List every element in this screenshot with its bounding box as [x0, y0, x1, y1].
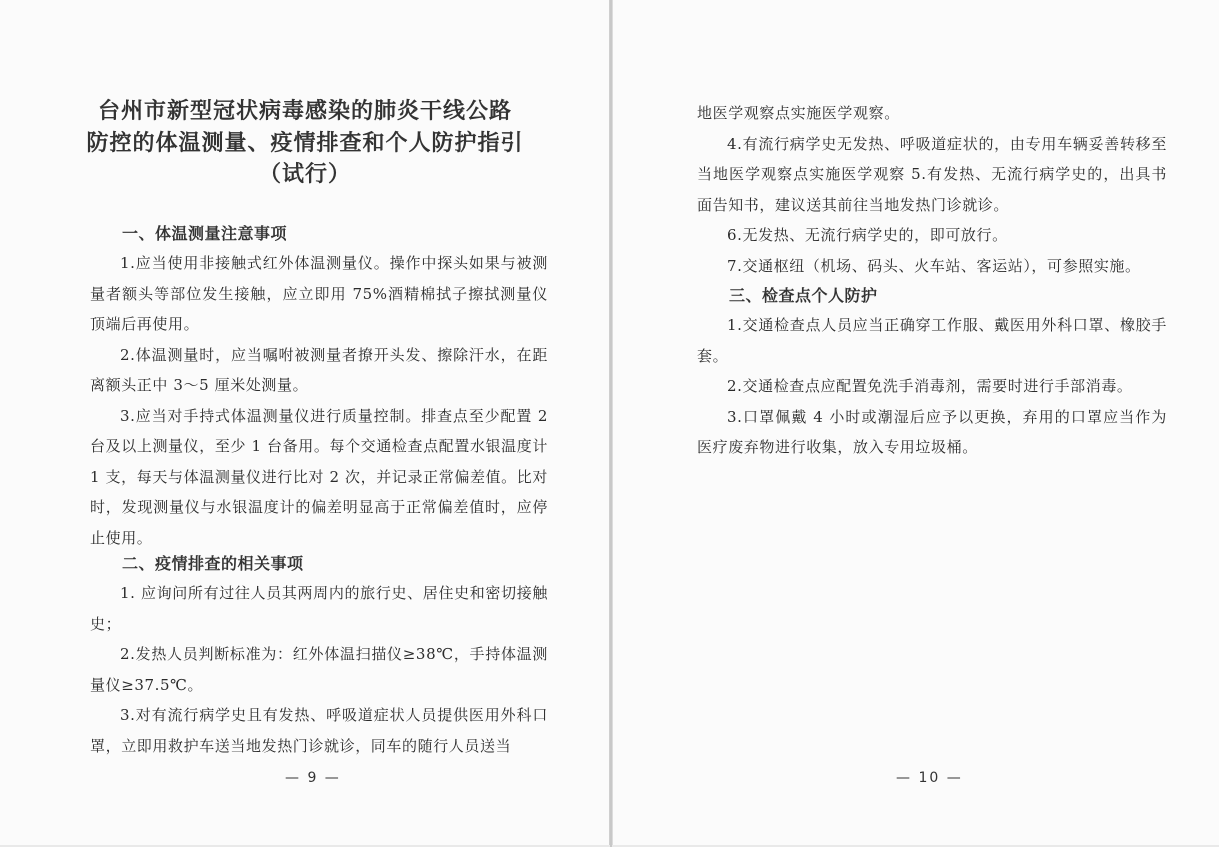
- page-number-left: — 9 —: [285, 770, 341, 786]
- section-3-body: [697, 310, 1167, 463]
- section-3-paragraph-3: 3.口罩佩戴 4 小时或潮湿后应予以更换，弃用的口罩应当作为医疗废弃物进行收集，放入专用垃圾桶。: [697, 407, 1167, 456]
- section-1-heading: 一、体温测量注意事项: [122, 224, 288, 243]
- doc-title-line-3: （试行）: [258, 161, 351, 187]
- left-page: [0, 0, 610, 845]
- section-3-paragraph-2: 2.交通检查点应配置免洗手消毒剂，需要时进行手部消毒。: [727, 377, 1133, 395]
- section-1-heading-block: [90, 219, 548, 250]
- section-2-paragraph-3: 3.对有流行病学史且有发热、呼吸道症状人员提供医用外科口罩，立即用救护车送当地发热门诊就诊，同车的随行人员送当: [90, 706, 548, 755]
- section-1-body: [90, 248, 548, 553]
- section-1-paragraph-2: 2.体温测量时，应当嘱咐被测量者撩开头发、擦除汗水，在距离额头正中 3～5 厘米处测量。: [90, 345, 548, 394]
- section-2-paragraph-1: 1. 应询问所有过往人员其两周内的旅行史、居住史和密切接触史；: [90, 584, 548, 633]
- section-2-paragraph-7: 7.交通枢纽（机场、码头、火车站、客运站），可参照实施。: [727, 256, 1141, 275]
- section-2-body: [90, 578, 548, 761]
- section-2-paragraph-2: 2.发热人员判断标准为：红外体温扫描仪≥38℃，手持体温测量仪≥37.5℃。: [90, 645, 548, 694]
- right-page: [612, 0, 1219, 845]
- section-1-paragraph-1: 1.应当使用非接触式红外体温测量仪。操作中探头如果与被测量者额头等部位发生接触，应立即用 75%酒精棉拭子擦拭测量仪顶端后再使用。: [90, 254, 548, 333]
- doc-title-line-2: 防控的体温测量、疫情排查和个人防护指引: [86, 130, 524, 156]
- page-number-right: — 10 —: [896, 770, 963, 786]
- section-3-heading: 三、检查点个人防护: [729, 286, 878, 305]
- section-2-heading-block: [90, 549, 548, 580]
- section-3-heading-block: [697, 281, 1167, 312]
- section-2-paragraph-6: 6.无发热、无流行病学史的，即可放行。: [727, 226, 1008, 244]
- section-3-paragraph-1: 1.交通检查点人员应当正确穿工作服、戴医用外科口罩、橡胶手套。: [697, 316, 1167, 365]
- section-1-paragraph-3: 3.应当对手持式体温测量仪进行质量控制。排查点至少配置 2 台及以上测量仪，至少 1 台备用。每个交通检查点配置水银温度计 1 支，每天与体温测量仪进行比对 2 次，并记录正常偏差值。比对时，发现测量仪与水银温度计的偏差明显高于正常偏差值时，应停止使用。: [90, 406, 548, 547]
- doc-title-line-1: 台州市新型冠状病毒感染的肺炎干线公路: [97, 98, 512, 124]
- section-2-paragraph-4: 4.有流行病学史无发热、呼吸道症状的，由专用车辆妥善转移至当地医学观察点实施医学观察 5.有发热、无流行病学史的，出具书面告知书，建议送其前往当地发热门诊就诊。: [697, 134, 1167, 214]
- continued-paragraph: 地医学观察点实施医学观察。: [697, 104, 900, 122]
- right-page-body: [697, 98, 1167, 281]
- section-2-heading: 二、疫情排查的相关事项: [122, 554, 304, 573]
